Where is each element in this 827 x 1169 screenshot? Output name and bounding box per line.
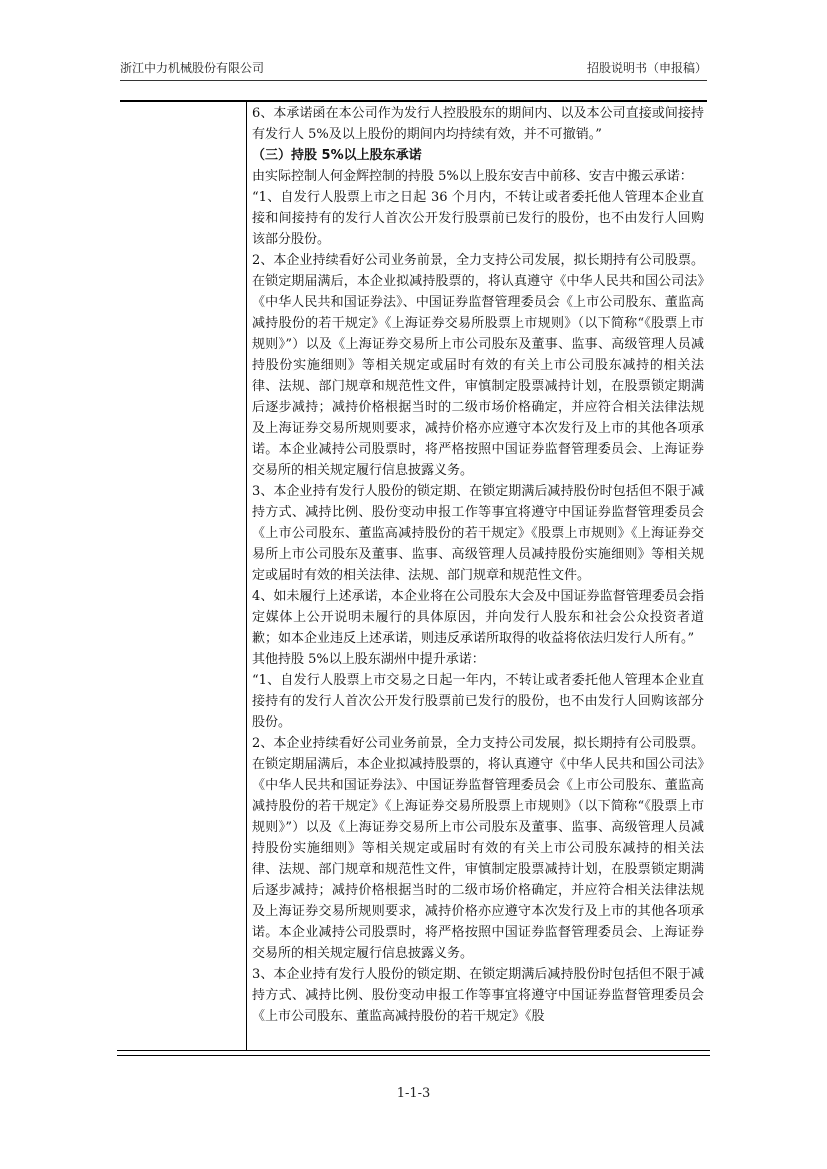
paragraph: 由实际控制人何金辉控制的持股 5%以上股东安吉中前移、安吉中搬云承诺： [252,169,693,184]
paragraph: 6、本承诺函在本公司作为发行人控股股东的期间内、以及本公司直接或间接持有发行人 5%及以上股份的期间内均持续有效，并不可撤销。” [252,106,704,142]
paragraph: 4、如未履行上述承诺，本企业将在公司股东大会及中国证券监督管理委员会指定媒体上公开说明未履行的具体原因，并向发行人股东和社会公众投资者道歉；如本企业违反上述承诺，则违反承诺所取得的收益将依法归发行人所有。” [252,589,704,646]
paragraph: “1、自发行人股票上市交易之日起一年内，不转让或者委托他人管理本企业直接持有的发行人首次公开发行股票前已发行的股份，也不由发行人回购该部分股份。 [252,673,704,730]
paragraph: 2、本企业持续看好公司业务前景，全力支持公司发展，拟长期持有公司股票。在锁定期届满后，本企业拟减持股票的，将认真遵守《中华人民共和国公司法》《中华人民共和国证券法》、中国证券监督管理委员会《上市公司股东、董监高减持股份的若干规定》《上海证券交易所股票上市规则》（以下简称“《股票上市规则》”）以及《上海证券交易所上市公司股东及董事、监事、高级管理人员减持股份实施细则》等相关规定或届时有效的有关上市公司股东减持的相关法律、法规、部门规章和规范性文件，审慎制定股票减持计划，在股票锁定期满后逐步减持；减持价格根据当时的二级市场价格确定，并应符合相关法律法规及上海证券交易所规则要求，减持价格亦应遵守本次发行及上市的其他各项承诺。本企业减持公司股票时，将严格按照中国证券监督管理委员会、上海证券交易所的相关规定履行信息披露义务。 [252,736,704,961]
table-bottom-border [117,1050,710,1056]
table-top-border [120,100,707,102]
paragraph: 2、本企业持续看好公司业务前景，全力支持公司发展，拟长期持有公司股票。在锁定期届满后，本企业拟减持股票的，将认真遵守《中华人民共和国公司法》《中华人民共和国证券法》、中国证券监督管理委员会《上市公司股东、董监高减持股份的若干规定》《上海证券交易所股票上市规则》（以下简称“《股票上市规则》”）以及《上海证券交易所上市公司股东及董事、监事、高级管理人员减持股份实施细则》等相关规定或届时有效的有关上市公司股东减持的相关法律、法规、部门规章和规范性文件，审慎制定股票减持计划，在股票锁定期满后逐步减持；减持价格根据当时的二级市场价格确定，并应符合相关法律法规及上海证券交易所规则要求，减持价格亦应遵守本次发行及上市的其他各项承诺。本企业减持公司股票时，将严格按照中国证券监督管理委员会、上海证券交易所的相关规定履行信息披露义务。 [252,253,704,478]
company-name: 浙江中力机械股份有限公司 [120,61,265,75]
page-header [120,58,707,78]
table-column-divider [246,101,247,1051]
paragraph: 3、本企业持有发行人股份的锁定期、在锁定期满后减持股份时包括但不限于减持方式、减持比例、股份变动申报工作等事宜将遵守中国证券监督管理委员会《上市公司股东、董监高减持股份的若干规定》《股票上市规则》《上海证券交易所上市公司股东及董事、监事、高级管理人员减持股份实施细则》等相关规定或届时有效的相关法律、法规、部门规章和规范性文件。 [252,484,704,583]
paragraph: 其他持股 5%以上股东湖州中提升承诺： [252,652,485,667]
commitment-text-cell [252,103,704,1048]
header-rule [120,80,707,81]
section-heading: （三）持股 5%以上股东承诺 [252,148,422,163]
document-title: 招股说明书（申报稿） [586,61,707,75]
page-number: 1-1-3 [396,1086,431,1101]
paragraph: “1、自发行人股票上市之日起 36 个月内，不转让或者委托他人管理本企业直接和间接持有的发行人首次公开发行股票前已发行的股份，也不由发行人回购该部分股份。 [252,190,704,247]
paragraph: 3、本企业持有发行人股份的锁定期、在锁定期满后减持股份时包括但不限于减持方式、减持比例、股份变动申报工作等事宜将遵守中国证券监督管理委员会《上市公司股东、董监高减持股份的若干规定》《股 [252,967,704,1024]
